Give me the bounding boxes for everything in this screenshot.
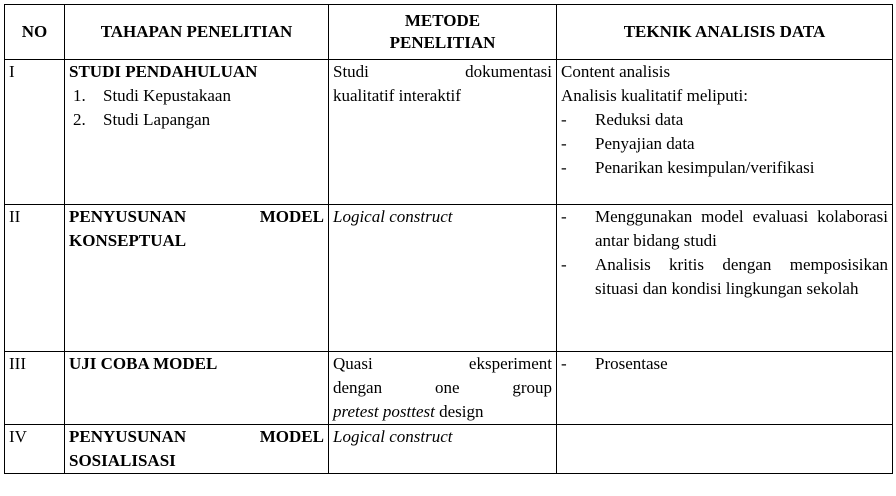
list-item-text: Prosentase	[595, 354, 668, 373]
method-word: eksperiment	[468, 354, 552, 373]
stage-title-line: SOSIALISASI	[69, 451, 176, 470]
list-item-number: 1.	[73, 86, 86, 105]
method-word: Studi	[333, 62, 369, 81]
dash-bullet: -	[561, 134, 567, 153]
analysis-line: Content analisis	[561, 62, 671, 81]
list-item-text: Penyajian data	[595, 134, 695, 153]
cell-tahapan	[65, 60, 329, 205]
stage-title-word: PENYUSUNAN	[69, 427, 187, 446]
list-item	[561, 108, 888, 132]
method-italic-text: pretest posttest	[333, 402, 435, 421]
method-line	[333, 400, 552, 424]
stage-title-word: MODEL	[259, 427, 324, 446]
dash-bullet: -	[561, 158, 567, 177]
cell-tahapan	[65, 352, 329, 425]
method-line	[333, 60, 552, 84]
method-word: one	[434, 378, 460, 397]
table-row	[5, 425, 893, 474]
list-item	[561, 205, 888, 253]
list-item-text: Studi Lapangan	[103, 110, 211, 129]
header-metode-line1: METODE	[404, 11, 481, 30]
list-item	[561, 352, 888, 376]
list-item-text: Studi Kepustakaan	[103, 86, 231, 105]
cell-metode	[329, 205, 557, 352]
cell-tahapan	[65, 205, 329, 352]
header-teknik: TEKNIK ANALISIS DATA	[557, 5, 893, 60]
cell-teknik	[557, 425, 893, 474]
stage-title-line	[69, 425, 324, 449]
method-word: dokumentasi	[465, 62, 552, 81]
method-line: Logical construct	[333, 207, 453, 226]
list-item	[561, 132, 888, 156]
stage-title-line	[69, 205, 324, 229]
table-row	[5, 60, 893, 205]
method-text: design	[434, 402, 484, 421]
dash-bullet: -	[561, 110, 567, 129]
header-metode	[329, 5, 557, 60]
list-item-number: 2.	[73, 110, 86, 129]
table-row	[5, 352, 893, 425]
cell-no: IV	[5, 425, 65, 474]
cell-no: III	[5, 352, 65, 425]
cell-no: II	[5, 205, 65, 352]
dash-bullet: -	[561, 207, 567, 226]
dash-bullet: -	[561, 255, 567, 274]
cell-metode	[329, 60, 557, 205]
cell-tahapan	[65, 425, 329, 474]
cell-metode	[329, 425, 557, 474]
stage-title: UJI COBA MODEL	[69, 354, 218, 373]
list-item	[561, 156, 888, 180]
stage-title: STUDI PENDAHULUAN	[69, 62, 258, 81]
cell-teknik	[557, 205, 893, 352]
list-item-text: Penarikan kesimpulan/verifikasi	[595, 158, 815, 177]
list-item-text: Reduksi data	[595, 110, 684, 129]
method-line	[333, 352, 552, 376]
table-header-row	[5, 5, 893, 60]
list-item-text: Analisis kritis dengan memposisikan situasi dan kondisi lingkungan sekolah	[595, 255, 888, 298]
stage-title-line: KONSEPTUAL	[69, 231, 187, 250]
analysis-line: Analisis kualitatif meliputi:	[561, 86, 748, 105]
list-item	[69, 108, 324, 132]
research-stages-table	[4, 4, 893, 474]
method-line: Logical construct	[333, 427, 453, 446]
cell-teknik	[557, 60, 893, 205]
method-word: group	[512, 378, 552, 397]
dash-bullet: -	[561, 354, 567, 373]
list-item	[69, 84, 324, 108]
stage-title-word: PENYUSUNAN	[69, 207, 187, 226]
method-word: Quasi	[333, 354, 373, 373]
cell-metode	[329, 352, 557, 425]
method-word: dengan	[333, 378, 383, 397]
method-line: kualitatif interaktif	[333, 86, 461, 105]
header-metode-line2: PENELITIAN	[389, 33, 496, 52]
list-item-text: Menggunakan model evaluasi kolaborasi antar bidang studi	[595, 207, 888, 250]
table-row	[5, 205, 893, 352]
stage-title-word: MODEL	[259, 207, 324, 226]
header-no: NO	[5, 5, 65, 60]
list-item	[561, 253, 888, 301]
cell-teknik	[557, 352, 893, 425]
method-line	[333, 376, 552, 400]
cell-no: I	[5, 60, 65, 205]
header-tahapan: TAHAPAN PENELITIAN	[65, 5, 329, 60]
